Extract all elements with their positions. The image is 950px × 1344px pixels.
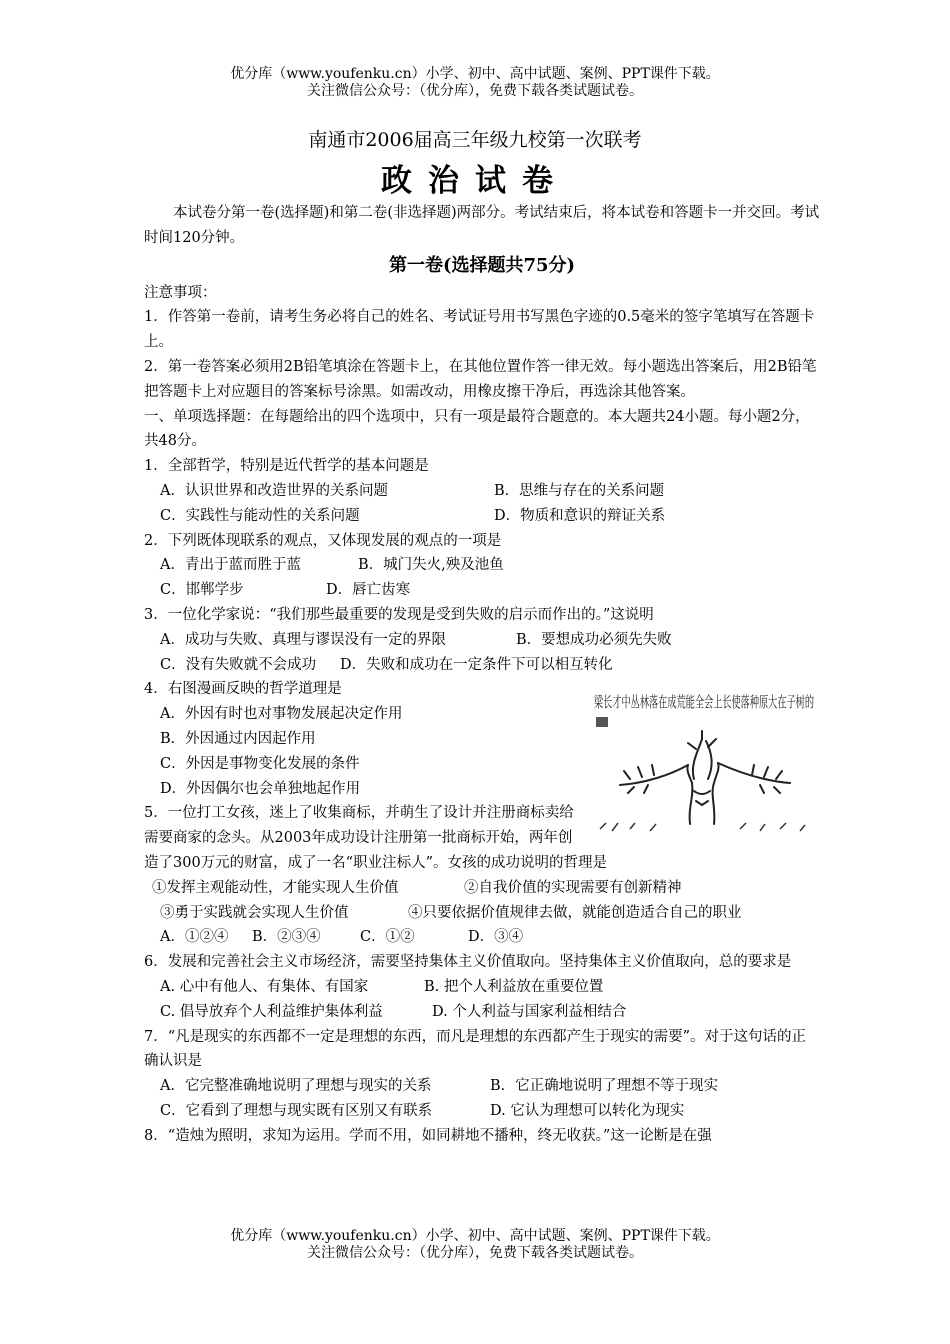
intro-paragraph: 本试卷分第一卷(选择题)和第二卷(非选择题)两部分。考试结束后，将本试卷和答题卡一并交回。考试时间120分钟。 — [144, 205, 820, 246]
option-a: A．青出于蓝而胜于蓝 — [160, 557, 301, 574]
question-2-options-row-1 — [144, 553, 820, 578]
option-d: D．失败和成功在一定条件下可以相互转化 — [340, 656, 613, 673]
notice-title: 注意事项： — [144, 284, 217, 301]
question-1-stem: 1．全部哲学，特别是近代哲学的基本问题是 — [144, 458, 429, 475]
option-c: C．实践性与能动性的关系问题 — [160, 507, 360, 524]
exam-body — [144, 201, 820, 1148]
notice-item-1: 1．作答第一卷前，请考生务必将自己的姓名、考试证号用书写黑色字迹的0.5毫米的签字笔填写在答题卡上。 — [144, 309, 815, 351]
question-5-options — [144, 925, 820, 950]
option-c: C．没有失败就不会成功 — [160, 656, 317, 673]
exam-subject: 政治试卷 — [381, 163, 569, 199]
header-line-1: 优分库（www.youfenku.cn）小学、初中、高中试题、案例、PPT课件下载。 — [230, 66, 720, 82]
option-a: A．认识世界和改造世界的关系问题 — [160, 482, 388, 499]
option-c: C．外因是事物变化发展的条件 — [160, 755, 360, 772]
question-3-options-row-2 — [144, 653, 820, 678]
tree-drawing — [620, 731, 790, 824]
option-a: A．成功与失败、真理与谬误没有一定的界限 — [160, 631, 446, 648]
option-b: B．②③④ — [252, 929, 321, 946]
question-2-options-row-2 — [144, 578, 820, 603]
question-5-stem: 5．一位打工女孩，迷上了收集商标，并萌生了设计并注册商标卖给需要商家的念头。从2003年成功设计注册第一批商标开始，两年创造了300万元的财富，成了一名“职业注标人”。女孩的成功说明的哲理是 — [144, 805, 607, 871]
question-8-stem: 8．“造烛为照明，求知为运用。学而不用，如同耕地不播种，终无收获。”这一论断是在强 — [144, 1127, 712, 1144]
statement-2: ②自我价值的实现需要有创新精神 — [464, 879, 682, 896]
exam-title: 南通市2006届高三年级九校第一次联考 — [308, 129, 642, 151]
option-d: D．外因偶尔也会单独地起作用 — [160, 780, 361, 797]
question-3-options-row-1 — [144, 628, 820, 653]
cartoon-seal — [596, 717, 608, 727]
option-b: B．思维与存在的关系问题 — [494, 482, 665, 499]
option-d: D. 它认为理想可以转化为现实 — [490, 1102, 685, 1119]
option-c: C．①② — [360, 929, 415, 946]
notice-item-2: 2．第一卷答案必须用2B铅笔填涂在答题卡上，在其他位置作答一律无效。每小题选出答案后，用2B铅笔把答题卡上对应题目的答案标号涂黑。如需改动，用橡皮擦干净后，再选涂其他答案。 — [144, 358, 817, 400]
statement-1: ①发挥主观能动性，才能实现人生价值 — [152, 879, 399, 896]
option-c: C. 倡导放弃个人利益维护集体利益 — [160, 1003, 383, 1020]
option-d: D. 个人利益与国家利益相结合 — [432, 1003, 627, 1020]
statement-4: ④只要依据价值规律去做，就能创造适合自己的职业 — [408, 904, 742, 921]
option-b: B. 把个人利益放在重要位置 — [424, 978, 604, 995]
option-d: D．③④ — [468, 929, 524, 946]
option-b: B．它正确地说明了理想不等于现实 — [490, 1078, 719, 1095]
option-c: C．邯郸学步 — [160, 582, 244, 599]
ground-strokes — [600, 823, 805, 831]
question-3-stem: 3．一位化学家说：“我们那些最重要的发现是受到失败的启示而作出的。”这说明 — [144, 606, 654, 623]
option-d: D．物质和意识的辩证关系 — [494, 507, 666, 524]
tree-cartoon-image — [590, 679, 818, 839]
option-a: A．①②④ — [160, 929, 229, 946]
footer-line-1: 优分库（www.youfenku.cn）小学、初中、高中试题、案例、PPT课件下载。 — [230, 1228, 720, 1244]
question-2-stem: 2．下列既体现联系的观点，又体现发展的观点的一项是 — [144, 532, 502, 549]
page-header — [0, 66, 950, 100]
question-1-options-row-2 — [144, 504, 820, 529]
part-instructions: 一、单项选择题：在每题给出的四个选项中，只有一项是最符合题意的。本大题共24小题。每小题2分，共48分。 — [144, 408, 810, 450]
option-b: B．城门失火,殃及池鱼 — [358, 557, 504, 574]
question-7-options-row-2 — [144, 1099, 820, 1124]
question-5-statements-row-1 — [144, 876, 820, 901]
footer-line-2: 关注微信公众号：（优分库），免费下载各类试题试卷。 — [307, 1245, 643, 1261]
page-footer — [0, 1228, 950, 1262]
option-a: A. 心中有他人、有集体、有国家 — [160, 978, 369, 995]
question-6-options-row-2 — [144, 1000, 820, 1025]
section-heading: 第一卷(选择题共75分) — [388, 254, 576, 276]
option-d: D．唇亡齿寒 — [326, 582, 411, 599]
option-b: B．外因通过内因起作用 — [160, 730, 316, 747]
option-a: A．它完整准确地说明了理想与现实的关系 — [160, 1078, 432, 1095]
question-6-stem: 6．发展和完善社会主义市场经济，需要坚持集体主义价值取向。坚持集体主义价值取向，总的要求是 — [144, 954, 792, 971]
question-7-stem: 7．“凡是现实的东西都不一定是理想的东西，而凡是理想的东西都产生于现实的需要”。对于这句话的正确认识是 — [144, 1028, 807, 1070]
option-b: B．要想成功必须先失败 — [516, 631, 672, 648]
question-5-statements-row-2 — [144, 901, 820, 926]
question-4-stem: 4．右图漫画反映的哲学道理是 — [144, 681, 342, 698]
header-line-2: 关注微信公众号：（优分库），免费下载各类试题试卷。 — [307, 83, 643, 99]
question-7-options-row-1 — [144, 1074, 820, 1099]
option-a: A．外因有时也对事物发展起决定作用 — [160, 706, 403, 723]
cartoon-caption: 梁长才中丛林落在成荒能全会上长使落种原大在子树的 — [594, 693, 814, 712]
option-c: C．它看到了理想与现实既有区别又有联系 — [160, 1102, 433, 1119]
question-6-options-row-1 — [144, 975, 820, 1000]
question-1-options-row-1 — [144, 479, 820, 504]
statement-3: ③勇于实践就会实现人生价值 — [160, 904, 349, 921]
